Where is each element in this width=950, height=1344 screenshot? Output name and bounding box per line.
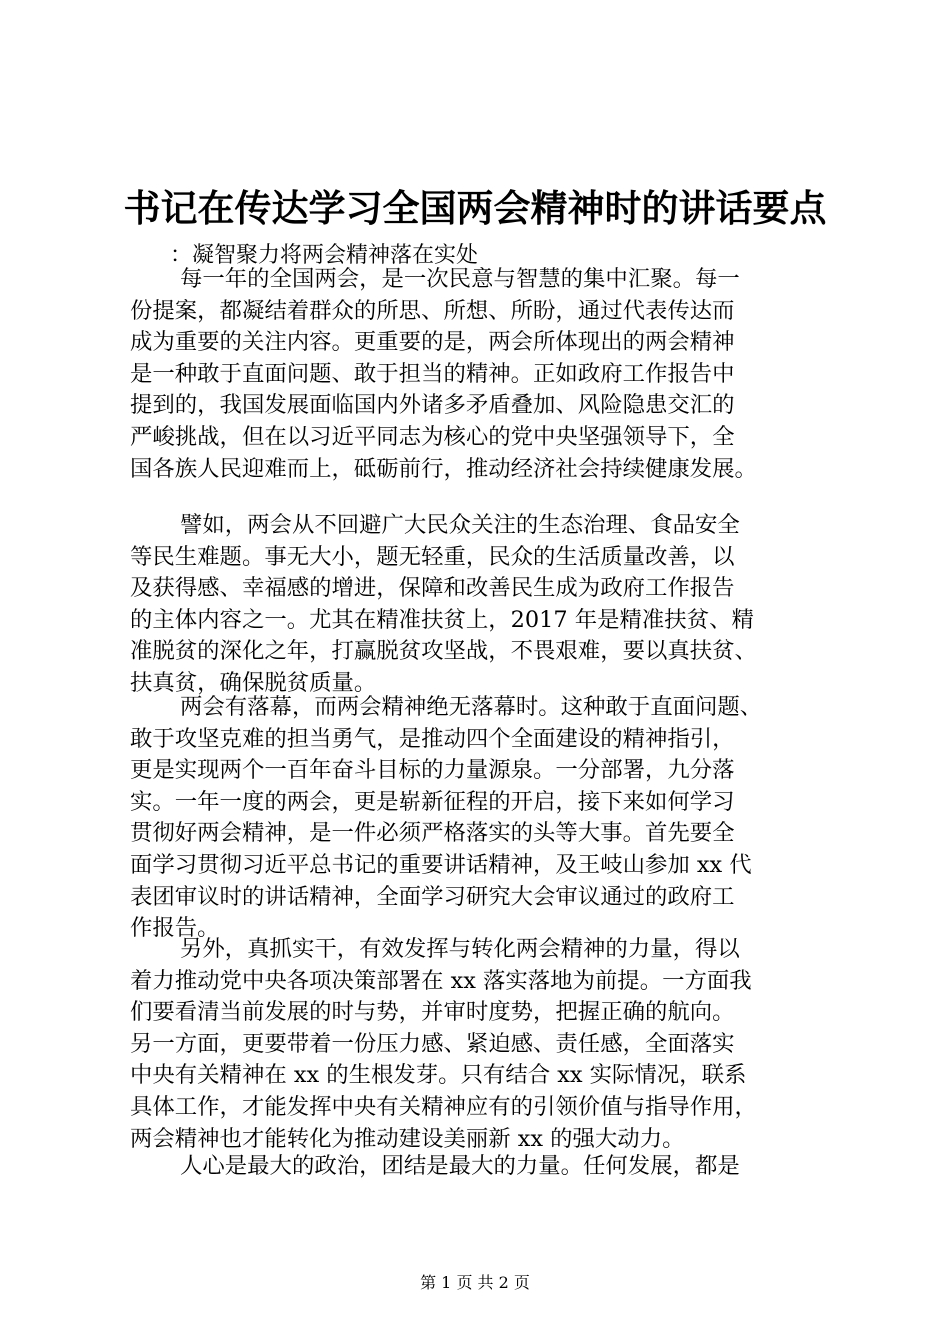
text-line: 两会有落幕，而两会精神绝无落幕时。这种敢于直面问题、	[180, 694, 763, 720]
text-line: 另外，真抓实干，有效发挥与转化两会精神的力量，得以	[180, 936, 740, 962]
text-line: 严峻挑战，但在以习近平同志为核心的党中央坚强领导下，全	[130, 423, 735, 450]
text-line: 准脱贫的深化之年，打赢脱贫攻坚战，不畏艰难，要以真扶贫、	[130, 638, 757, 665]
text-line: 扶真贫，确保脱贫质量。	[130, 669, 377, 696]
text-line: 面学习贯彻习近平总书记的重要讲话精神，及王岐山参加 xx 代	[130, 851, 752, 878]
text-line: 每一年的全国两会，是一次民意与智慧的集中汇聚。每一	[180, 266, 740, 292]
paragraph-4	[130, 934, 846, 1155]
text-line: 更是实现两个一百年奋斗目标的力量源泉。一分部署，九分落	[130, 757, 735, 784]
text-line: 敢于攻坚克难的担当勇气，是推动四个全面建设的精神指引，	[130, 725, 735, 752]
text-line: 份提案，都凝结着群众的所思、所想、所盼，通过代表传达而	[130, 297, 735, 324]
text-line: 成为重要的关注内容。更重要的是，两会所体现出的两会精神	[130, 329, 735, 356]
text-line: 贯彻好两会精神，是一件必须严格落实的头等大事。首先要全	[130, 820, 735, 847]
text-line: 国各族人民迎难而上，砥砺前行，推动经济社会持续健康发展。	[130, 455, 757, 482]
document-subtitle: ：凝智聚力将两会精神落在实处	[170, 243, 479, 268]
text-line: 譬如，两会从不回避广大民众关注的生态治理、食品安全	[180, 512, 740, 538]
page-footer: 第 1 页 共 2 页	[420, 1273, 530, 1292]
text-line: 人心是最大的政治，团结是最大的力量。任何发展，都是	[180, 1153, 740, 1179]
text-line: 两会精神也才能转化为推动建设美丽新 xx 的强大动力。	[130, 1125, 685, 1152]
text-line: 们要看清当前发展的时与势，并审时度势，把握正确的航向。	[130, 999, 735, 1026]
text-line: 另一方面，更要带着一份压力感、紧迫感、责任感，全面落实	[130, 1030, 735, 1057]
text-line: 的主体内容之一。尤其在精准扶贫上，2017 年是精准扶贫、精	[130, 606, 754, 633]
text-line: 及获得感、幸福感的增进，保障和改善民生成为政府工作报告	[130, 575, 735, 602]
text-line: 等民生难题。事无大小，题无轻重，民众的生活质量改善，以	[130, 543, 735, 570]
text-line: 提到的，我国发展面临国内外诸多矛盾叠加、风险隐患交汇的	[130, 392, 735, 419]
paragraph-3	[130, 692, 846, 945]
text-line: 着力推动党中央各项决策部署在 xx 落实落地为前提。一方面我	[130, 967, 752, 994]
text-line: 具体工作，才能发挥中央有关精神应有的引领价值与指导作用，	[130, 1093, 757, 1120]
text-line: 表团审议时的讲话精神，全面学习研究大会审议通过的政府工	[130, 883, 735, 910]
text-line: 中央有关精神在 xx 的生根发芽。只有结合 xx 实际情况，联系	[130, 1062, 747, 1089]
paragraph-5	[130, 1151, 846, 1183]
paragraph-1	[130, 264, 846, 485]
text-line: 作报告。	[130, 915, 220, 942]
document-title: 书记在传达学习全国两会精神时的讲话要点	[123, 186, 827, 230]
text-line: 是一种敢于直面问题、敢于担当的精神。正如政府工作报告中	[130, 360, 735, 387]
text-line: 实。一年一度的两会，更是崭新征程的开启，接下来如何学习	[130, 788, 735, 815]
paragraph-2	[130, 510, 846, 700]
